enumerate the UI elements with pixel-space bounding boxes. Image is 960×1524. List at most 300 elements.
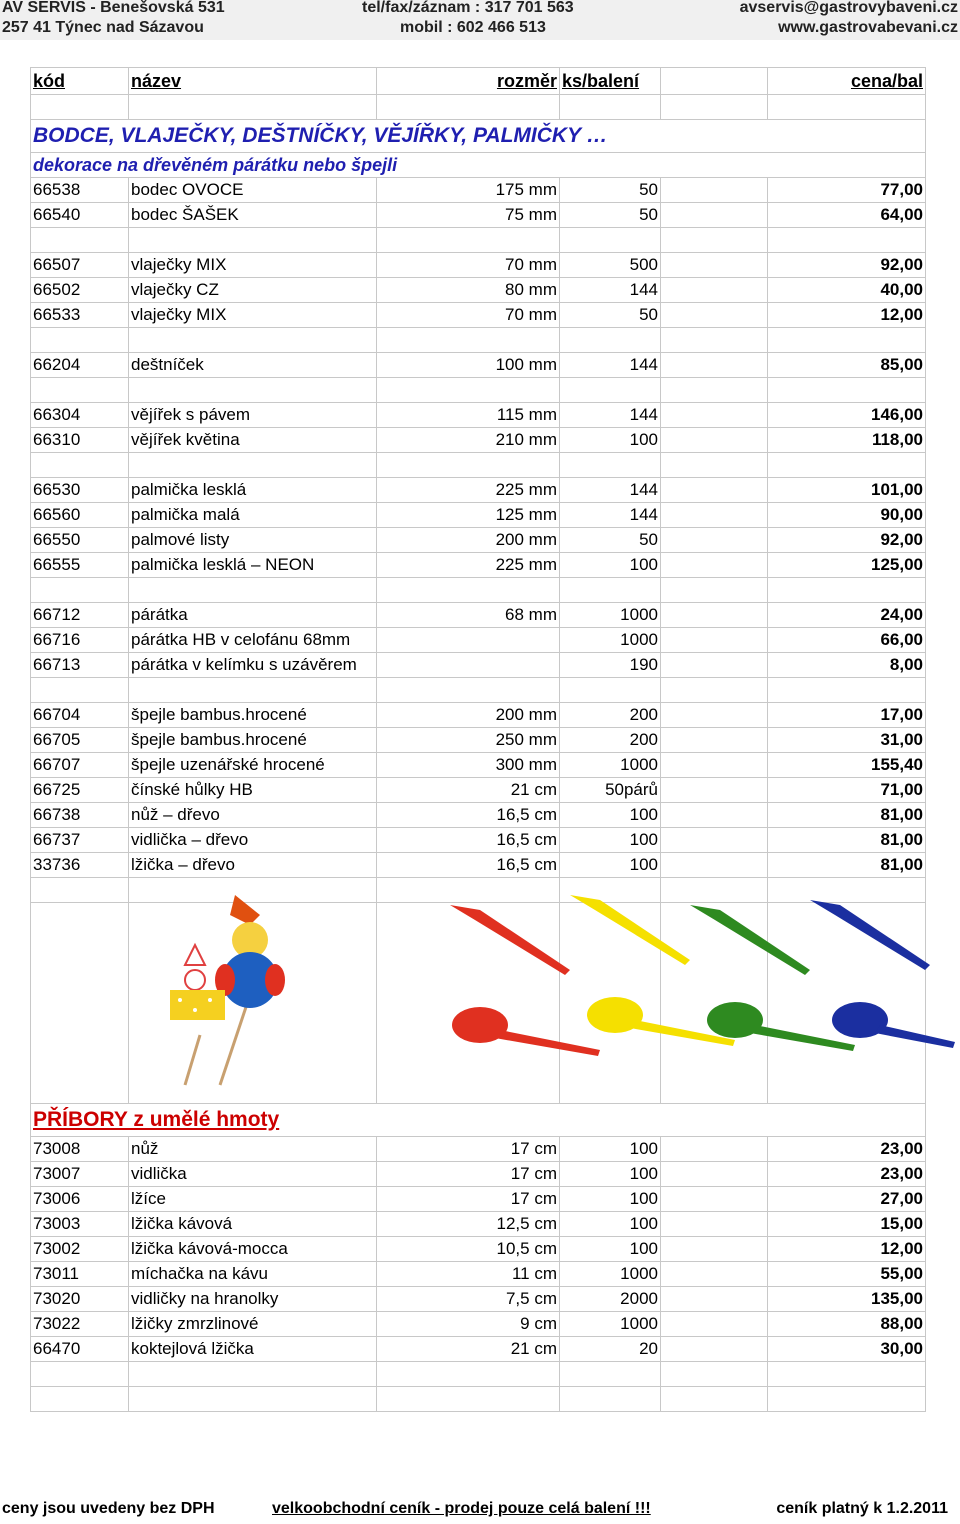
product-name: lžička – dřevo <box>129 853 377 878</box>
empty-cell <box>661 553 768 578</box>
empty-cell <box>31 95 129 120</box>
product-size: 75 mm <box>377 203 560 228</box>
page-footer <box>0 1498 960 1524</box>
empty-cell <box>560 1362 661 1387</box>
product-pack: 100 <box>560 1187 661 1212</box>
product-row <box>31 828 926 853</box>
product-pack: 190 <box>560 653 661 678</box>
email-link[interactable]: avservis@gastrovybaveni.cz <box>739 0 958 16</box>
product-row <box>31 403 926 428</box>
product-price: 81,00 <box>768 828 926 853</box>
product-code: 66507 <box>31 253 129 278</box>
empty-cell <box>661 1237 768 1262</box>
blank-row <box>31 378 926 403</box>
empty-cell <box>661 178 768 203</box>
product-name: špejle bambus.hrocené <box>129 703 377 728</box>
empty-cell <box>661 1337 768 1362</box>
product-price: 155,40 <box>768 753 926 778</box>
empty-cell <box>377 678 560 703</box>
product-price: 90,00 <box>768 503 926 528</box>
product-size: 17 cm <box>377 1162 560 1187</box>
product-code: 66470 <box>31 1337 129 1362</box>
product-code: 66707 <box>31 753 129 778</box>
product-row <box>31 253 926 278</box>
product-pack: 100 <box>560 803 661 828</box>
empty-cell <box>661 1137 768 1162</box>
empty-cell <box>560 1387 661 1412</box>
empty-cell <box>31 578 129 603</box>
empty-cell <box>661 428 768 453</box>
product-size: 10,5 cm <box>377 1237 560 1262</box>
empty-cell <box>661 1287 768 1312</box>
product-row <box>31 1262 926 1287</box>
product-code: 73022 <box>31 1312 129 1337</box>
empty-cell <box>129 453 377 478</box>
section-subtitle-text: dekorace na dřevěném párátku nebo špejli <box>31 153 926 178</box>
empty-cell <box>377 95 560 120</box>
empty-cell <box>661 803 768 828</box>
product-size: 9 cm <box>377 1312 560 1337</box>
product-size <box>377 628 560 653</box>
product-row <box>31 278 926 303</box>
product-row <box>31 603 926 628</box>
product-code: 73020 <box>31 1287 129 1312</box>
product-code: 73003 <box>31 1212 129 1237</box>
empty-cell <box>768 453 926 478</box>
col-code-header: kód <box>31 68 129 95</box>
product-price: 23,00 <box>768 1162 926 1187</box>
empty-cell <box>661 478 768 503</box>
empty-cell <box>661 378 768 403</box>
product-pack: 50 <box>560 528 661 553</box>
product-pack: 100 <box>560 1237 661 1262</box>
product-name: lžíce <box>129 1187 377 1212</box>
product-pack: 144 <box>560 353 661 378</box>
product-pack: 144 <box>560 278 661 303</box>
product-row <box>31 1162 926 1187</box>
product-name: vlaječky CZ <box>129 278 377 303</box>
product-code: 66540 <box>31 203 129 228</box>
product-price: 12,00 <box>768 1237 926 1262</box>
product-size: 17 cm <box>377 1187 560 1212</box>
blank-row <box>31 1387 926 1412</box>
product-pack: 1000 <box>560 1262 661 1287</box>
empty-cell <box>661 68 768 95</box>
empty-cell <box>661 753 768 778</box>
col-name-header: název <box>129 68 377 95</box>
product-name: špejle uzenářské hrocené <box>129 753 377 778</box>
product-name: vidličky na hranolky <box>129 1287 377 1312</box>
product-price: 85,00 <box>768 353 926 378</box>
product-pack: 50 <box>560 303 661 328</box>
product-size: 21 cm <box>377 778 560 803</box>
empty-cell <box>661 528 768 553</box>
product-pack: 100 <box>560 553 661 578</box>
product-pack: 100 <box>560 853 661 878</box>
empty-cell <box>560 228 661 253</box>
product-name: bodec ŠAŠEK <box>129 203 377 228</box>
empty-cell <box>661 1162 768 1187</box>
footer-validity: ceník platný k 1.2.2011 <box>776 1500 948 1517</box>
section-subtitle <box>31 153 926 178</box>
product-row <box>31 803 926 828</box>
product-price: 24,00 <box>768 603 926 628</box>
product-pack: 100 <box>560 1212 661 1237</box>
price-list-table <box>30 67 926 1412</box>
product-code: 66704 <box>31 703 129 728</box>
col-pack-header: ks/balení <box>560 68 661 95</box>
product-code: 66712 <box>31 603 129 628</box>
empty-cell <box>661 303 768 328</box>
section2-title-text: PŘÍBORY z umělé hmoty <box>31 1104 926 1137</box>
product-name: vějířek s pávem <box>129 403 377 428</box>
empty-cell <box>661 778 768 803</box>
empty-cell <box>560 678 661 703</box>
product-price: 40,00 <box>768 278 926 303</box>
empty-cell <box>661 353 768 378</box>
blank-row <box>31 95 926 120</box>
empty-cell <box>31 328 129 353</box>
product-price: 27,00 <box>768 1187 926 1212</box>
product-code: 66530 <box>31 478 129 503</box>
product-size: 225 mm <box>377 478 560 503</box>
empty-cell <box>768 95 926 120</box>
empty-cell <box>661 628 768 653</box>
product-row <box>31 178 926 203</box>
empty-cell <box>129 378 377 403</box>
empty-cell <box>661 1312 768 1337</box>
empty-cell <box>768 228 926 253</box>
product-code: 66716 <box>31 628 129 653</box>
empty-cell <box>129 228 377 253</box>
product-price: 31,00 <box>768 728 926 753</box>
product-code: 66738 <box>31 803 129 828</box>
empty-cell <box>31 903 129 1104</box>
empty-cell <box>31 1387 129 1412</box>
empty-cell <box>560 328 661 353</box>
empty-cell <box>31 453 129 478</box>
empty-cell <box>377 578 560 603</box>
product-size: 300 mm <box>377 753 560 778</box>
product-size: 210 mm <box>377 428 560 453</box>
product-pack: 50párů <box>560 778 661 803</box>
product-name: palmička lesklá – NEON <box>129 553 377 578</box>
empty-cell <box>129 1362 377 1387</box>
product-size: 225 mm <box>377 553 560 578</box>
product-size: 16,5 cm <box>377 853 560 878</box>
product-code: 73011 <box>31 1262 129 1287</box>
product-row <box>31 753 926 778</box>
mobile-phone: mobil : 602 466 513 <box>400 19 546 36</box>
phone-fax: tel/fax/záznam : 317 701 563 <box>362 0 574 16</box>
product-price: 71,00 <box>768 778 926 803</box>
column-header-row <box>31 68 926 95</box>
empty-cell <box>129 578 377 603</box>
section-title <box>31 120 926 153</box>
product-price: 125,00 <box>768 553 926 578</box>
product-row <box>31 478 926 503</box>
empty-cell <box>661 453 768 478</box>
product-price: 66,00 <box>768 628 926 653</box>
product-size: 250 mm <box>377 728 560 753</box>
product-name: lžičky zmrzlinové <box>129 1312 377 1337</box>
product-pack: 50 <box>560 203 661 228</box>
product-size: 200 mm <box>377 528 560 553</box>
empty-cell <box>768 1362 926 1387</box>
product-size: 16,5 cm <box>377 828 560 853</box>
empty-cell <box>661 95 768 120</box>
product-name: nůž <box>129 1137 377 1162</box>
product-row <box>31 203 926 228</box>
product-name: špejle bambus.hrocené <box>129 728 377 753</box>
product-size: 80 mm <box>377 278 560 303</box>
empty-cell <box>768 328 926 353</box>
product-price: 92,00 <box>768 528 926 553</box>
empty-cell <box>560 578 661 603</box>
empty-cell <box>768 378 926 403</box>
product-code: 73002 <box>31 1237 129 1262</box>
empty-cell <box>661 728 768 753</box>
product-price: 135,00 <box>768 1287 926 1312</box>
product-pack: 144 <box>560 478 661 503</box>
empty-cell <box>31 1362 129 1387</box>
product-size: 200 mm <box>377 703 560 728</box>
empty-cell <box>661 503 768 528</box>
product-code: 66502 <box>31 278 129 303</box>
empty-cell <box>661 578 768 603</box>
product-price: 77,00 <box>768 178 926 203</box>
product-size <box>377 653 560 678</box>
empty-cell <box>560 95 661 120</box>
product-pack: 500 <box>560 253 661 278</box>
col-price-header: cena/bal <box>768 68 926 95</box>
empty-cell <box>661 1212 768 1237</box>
product-name: palmička malá <box>129 503 377 528</box>
website-link[interactable]: www.gastrovabevani.cz <box>778 19 958 36</box>
empty-cell <box>129 1387 377 1412</box>
product-size: 115 mm <box>377 403 560 428</box>
product-row <box>31 303 926 328</box>
empty-cell <box>377 378 560 403</box>
product-row <box>31 1137 926 1162</box>
empty-cell <box>661 228 768 253</box>
product-name: párátka <box>129 603 377 628</box>
product-name: deštníček <box>129 353 377 378</box>
empty-cell <box>377 228 560 253</box>
col-size-header: rozměr <box>377 68 560 95</box>
empty-cell <box>31 228 129 253</box>
empty-cell <box>560 453 661 478</box>
product-code: 66705 <box>31 728 129 753</box>
product-size: 11 cm <box>377 1262 560 1287</box>
product-size: 21 cm <box>377 1337 560 1362</box>
empty-cell <box>377 1387 560 1412</box>
product-pack: 1000 <box>560 1312 661 1337</box>
product-code: 66538 <box>31 178 129 203</box>
product-price: 81,00 <box>768 853 926 878</box>
product-code: 66725 <box>31 778 129 803</box>
blank-row <box>31 578 926 603</box>
empty-cell <box>768 1387 926 1412</box>
empty-cell <box>661 253 768 278</box>
product-name: vějířek květina <box>129 428 377 453</box>
empty-cell <box>31 878 129 903</box>
product-size: 16,5 cm <box>377 803 560 828</box>
product-name: nůž – dřevo <box>129 803 377 828</box>
product-pack: 200 <box>560 728 661 753</box>
product-pack: 100 <box>560 1162 661 1187</box>
product-row <box>31 503 926 528</box>
product-price: 81,00 <box>768 803 926 828</box>
product-price: 64,00 <box>768 203 926 228</box>
product-price: 55,00 <box>768 1262 926 1287</box>
empty-cell <box>661 828 768 853</box>
product-price: 146,00 <box>768 403 926 428</box>
product-name: vlaječky MIX <box>129 303 377 328</box>
product-name: lžička kávová <box>129 1212 377 1237</box>
empty-cell <box>377 453 560 478</box>
product-row <box>31 778 926 803</box>
product-code: 66737 <box>31 828 129 853</box>
company-name: AV SERVIS - Benešovská 531 <box>2 0 225 16</box>
blank-row <box>31 228 926 253</box>
plastic-cutlery-image <box>440 880 960 1075</box>
empty-cell <box>768 678 926 703</box>
product-price: 8,00 <box>768 653 926 678</box>
product-row <box>31 1337 926 1362</box>
empty-cell <box>661 403 768 428</box>
product-size: 125 mm <box>377 503 560 528</box>
product-row <box>31 728 926 753</box>
product-size: 70 mm <box>377 253 560 278</box>
product-name: lžička kávová-mocca <box>129 1237 377 1262</box>
section2-title <box>31 1104 926 1137</box>
product-name: vlaječky MIX <box>129 253 377 278</box>
product-pack: 1000 <box>560 628 661 653</box>
empty-cell <box>377 1362 560 1387</box>
product-pack: 2000 <box>560 1287 661 1312</box>
product-size: 175 mm <box>377 178 560 203</box>
product-row <box>31 653 926 678</box>
product-price: 30,00 <box>768 1337 926 1362</box>
blank-row <box>31 678 926 703</box>
product-row <box>31 428 926 453</box>
product-pack: 50 <box>560 178 661 203</box>
empty-cell <box>661 1387 768 1412</box>
footer-wholesale-note: velkoobchodní ceník - prodej pouze celá balení !!! <box>272 1500 651 1517</box>
product-code: 66533 <box>31 303 129 328</box>
product-pack: 1000 <box>560 753 661 778</box>
product-row <box>31 1287 926 1312</box>
product-code: 66713 <box>31 653 129 678</box>
product-size: 12,5 cm <box>377 1212 560 1237</box>
product-price: 17,00 <box>768 703 926 728</box>
product-price: 88,00 <box>768 1312 926 1337</box>
empty-cell <box>661 703 768 728</box>
product-name: párátka v kelímku s uzávěrem <box>129 653 377 678</box>
product-row <box>31 528 926 553</box>
product-name: párátka HB v celofánu 68mm <box>129 628 377 653</box>
product-name: koktejlová lžička <box>129 1337 377 1362</box>
company-address: 257 41 Týnec nad Sázavou <box>2 19 204 36</box>
empty-cell <box>129 678 377 703</box>
product-price: 15,00 <box>768 1212 926 1237</box>
section-title-text: BODCE, VLAJEČKY, DEŠTNÍČKY, VĚJÍŘKY, PALMIČKY … <box>31 120 926 153</box>
product-row <box>31 1312 926 1337</box>
footer-vat-note: ceny jsou uvedeny bez DPH <box>2 1500 215 1517</box>
product-size: 17 cm <box>377 1137 560 1162</box>
product-price: 92,00 <box>768 253 926 278</box>
product-pack: 20 <box>560 1337 661 1362</box>
product-size: 70 mm <box>377 303 560 328</box>
product-code: 66555 <box>31 553 129 578</box>
product-name: bodec OVOCE <box>129 178 377 203</box>
empty-cell <box>661 328 768 353</box>
product-size: 68 mm <box>377 603 560 628</box>
product-pack: 100 <box>560 828 661 853</box>
empty-cell <box>661 653 768 678</box>
empty-cell <box>661 603 768 628</box>
empty-cell <box>661 203 768 228</box>
product-code: 66304 <box>31 403 129 428</box>
product-name: palmové listy <box>129 528 377 553</box>
product-name: vidlička <box>129 1162 377 1187</box>
product-name: čínské hůlky HB <box>129 778 377 803</box>
product-row <box>31 1212 926 1237</box>
empty-cell <box>129 95 377 120</box>
empty-cell <box>129 328 377 353</box>
product-price: 118,00 <box>768 428 926 453</box>
product-row <box>31 1187 926 1212</box>
product-pack: 200 <box>560 703 661 728</box>
product-code: 66204 <box>31 353 129 378</box>
empty-cell <box>661 1362 768 1387</box>
product-name: vidlička – dřevo <box>129 828 377 853</box>
blank-row <box>31 328 926 353</box>
empty-cell <box>31 678 129 703</box>
product-row <box>31 553 926 578</box>
empty-cell <box>377 328 560 353</box>
product-code: 66550 <box>31 528 129 553</box>
empty-cell <box>661 1262 768 1287</box>
product-code: 33736 <box>31 853 129 878</box>
product-price: 12,00 <box>768 303 926 328</box>
product-name: palmička lesklá <box>129 478 377 503</box>
product-code: 66560 <box>31 503 129 528</box>
product-pack: 144 <box>560 403 661 428</box>
product-row <box>31 353 926 378</box>
product-code: 73006 <box>31 1187 129 1212</box>
product-pack: 100 <box>560 428 661 453</box>
product-size: 100 mm <box>377 353 560 378</box>
product-price: 101,00 <box>768 478 926 503</box>
product-code: 73007 <box>31 1162 129 1187</box>
product-row <box>31 1237 926 1262</box>
blank-row <box>31 1362 926 1387</box>
product-code: 66310 <box>31 428 129 453</box>
empty-cell <box>768 578 926 603</box>
product-pack: 144 <box>560 503 661 528</box>
product-row <box>31 703 926 728</box>
skewers-decorations-image <box>150 885 350 1090</box>
empty-cell <box>661 1187 768 1212</box>
page-header <box>0 0 960 40</box>
empty-cell <box>661 678 768 703</box>
empty-cell <box>661 278 768 303</box>
product-pack: 1000 <box>560 603 661 628</box>
product-row <box>31 628 926 653</box>
product-row <box>31 853 926 878</box>
